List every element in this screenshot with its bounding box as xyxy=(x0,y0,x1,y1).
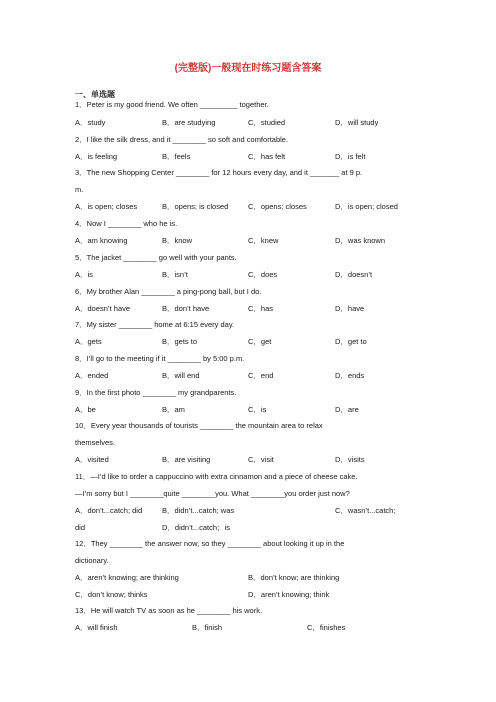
question-7-stem: 7．My sister ________ home at 6:15 every day. xyxy=(75,320,235,329)
q6-option-d: D．have xyxy=(335,304,365,313)
q7-option-d: D．get to xyxy=(335,337,367,346)
q11-option-d: D．didn’t...catch；is xyxy=(162,523,230,532)
q11-option-c: C．wasn’t...catch; xyxy=(335,506,396,515)
q11-option-c-cont: did xyxy=(75,523,86,532)
q8-option-b: B．will end xyxy=(162,371,200,380)
q9-option-a: A．be xyxy=(75,405,96,414)
question-11-stem-cont: —I’m sorry but I ________quite ________you. What ________you order just now? xyxy=(75,489,350,498)
q10-option-b: B．are visiting xyxy=(162,455,211,464)
q4-option-b: B．know xyxy=(162,236,193,245)
document-title: (完整版)一般现在时练习题含答案 xyxy=(174,63,322,74)
q5-option-b: B．isn’t xyxy=(162,270,188,279)
q6-option-b: B．don’t have xyxy=(162,304,210,313)
question-2-stem: 2．I like the silk dress, and it ________ so soft and comfortable. xyxy=(75,135,289,144)
q4-option-c: C．knew xyxy=(248,236,279,245)
q6-option-a: A．doesn’t have xyxy=(75,304,131,313)
section-heading: 一、单选题 xyxy=(75,90,115,99)
q13-option-a: A．will finish xyxy=(75,623,118,632)
q13-option-b: B．finish xyxy=(192,623,223,632)
q12-option-b: B．don’t know; are thinking xyxy=(248,573,340,582)
q3-option-c: C．opens; closes xyxy=(248,202,307,211)
q4-option-a: A．am knowing xyxy=(75,236,128,245)
q10-option-c: C．visit xyxy=(248,455,274,464)
q6-option-c: C．has xyxy=(248,304,274,313)
question-10-stem-cont: themselves. xyxy=(75,438,116,447)
q1-option-c: C．studied xyxy=(248,118,286,127)
question-5-stem: 5．The jacket ________ go well with your pants. xyxy=(75,253,237,262)
question-9-stem: 9．In the first photo ________ my grandparents. xyxy=(75,388,237,397)
q7-option-b: B．gets to xyxy=(162,337,198,346)
q4-option-d: D．was known xyxy=(335,236,386,245)
question-12-stem-cont: dictionary. xyxy=(75,556,109,565)
q8-option-a: A．ended xyxy=(75,371,109,380)
question-3-stem: 3．The new Shopping Center ________ for 12 hours every day, and it _______ at 9 p. xyxy=(75,168,363,177)
q12-option-d: D．aren’t knowing; think xyxy=(248,590,330,599)
question-6-stem: 6．My brother Alan ________ a ping-pong ball, but I do. xyxy=(75,287,262,296)
q3-option-d: D．is open; closed xyxy=(335,202,398,211)
q11-option-b: B．didn’t...catch; was xyxy=(162,506,235,515)
question-10-stem: 10．Every year thousands of tourists ________ the mountain area to relax xyxy=(75,421,323,430)
q7-option-c: C．get xyxy=(248,337,272,346)
q2-option-c: C．has felt xyxy=(248,152,286,161)
question-3-stem-cont: m. xyxy=(75,185,84,194)
q5-option-d: D．doesn’t xyxy=(335,270,373,279)
q2-option-a: A．is feeling xyxy=(75,152,118,161)
q8-option-c: C．end xyxy=(248,371,274,380)
q11-option-a: A．don’t...catch; did xyxy=(75,506,143,515)
q5-option-a: A．is xyxy=(75,270,93,279)
q2-option-b: B．feels xyxy=(162,152,191,161)
q7-option-a: A．gets xyxy=(75,337,102,346)
question-13-stem: 13．He will watch TV as soon as he ________ his work. xyxy=(75,606,263,615)
q3-option-a: A．is open; closes xyxy=(75,202,138,211)
q12-option-c: C．don’t know; thinks xyxy=(75,590,148,599)
q5-option-c: C．does xyxy=(248,270,278,279)
q13-option-c: C．finishes xyxy=(307,623,346,632)
q10-option-d: D．visits xyxy=(335,455,365,464)
q1-option-d: D．will study xyxy=(335,118,379,127)
q1-option-a: A．study xyxy=(75,118,106,127)
q9-option-d: D．are xyxy=(335,405,359,414)
q2-option-d: D．is felt xyxy=(335,152,366,161)
question-11-stem: 11．—I’d like to order a cappuccino with extra cinnamon and a piece of cheese cake. xyxy=(75,472,358,481)
q1-option-b: B．are studying xyxy=(162,118,216,127)
q9-option-b: B．am xyxy=(162,405,185,414)
question-12-stem: 12．They ________ the answer now, so they ________ about looking it up in the xyxy=(75,539,345,548)
q8-option-d: D．ends xyxy=(335,371,365,380)
q10-option-a: A．visited xyxy=(75,455,109,464)
q12-option-a: A．aren’t knowing; are thinking xyxy=(75,573,179,582)
question-1-stem: 1．Peter is my good friend. We often _________ together. xyxy=(75,100,269,109)
q9-option-c: C．is xyxy=(248,405,267,414)
q3-option-b: B．opens; is closed xyxy=(162,202,229,211)
question-8-stem: 8．I’ll go to the meeting if it ________ by 5:00 p.m. xyxy=(75,354,245,363)
question-4-stem: 4．Now I ________ who he is. xyxy=(75,219,178,228)
